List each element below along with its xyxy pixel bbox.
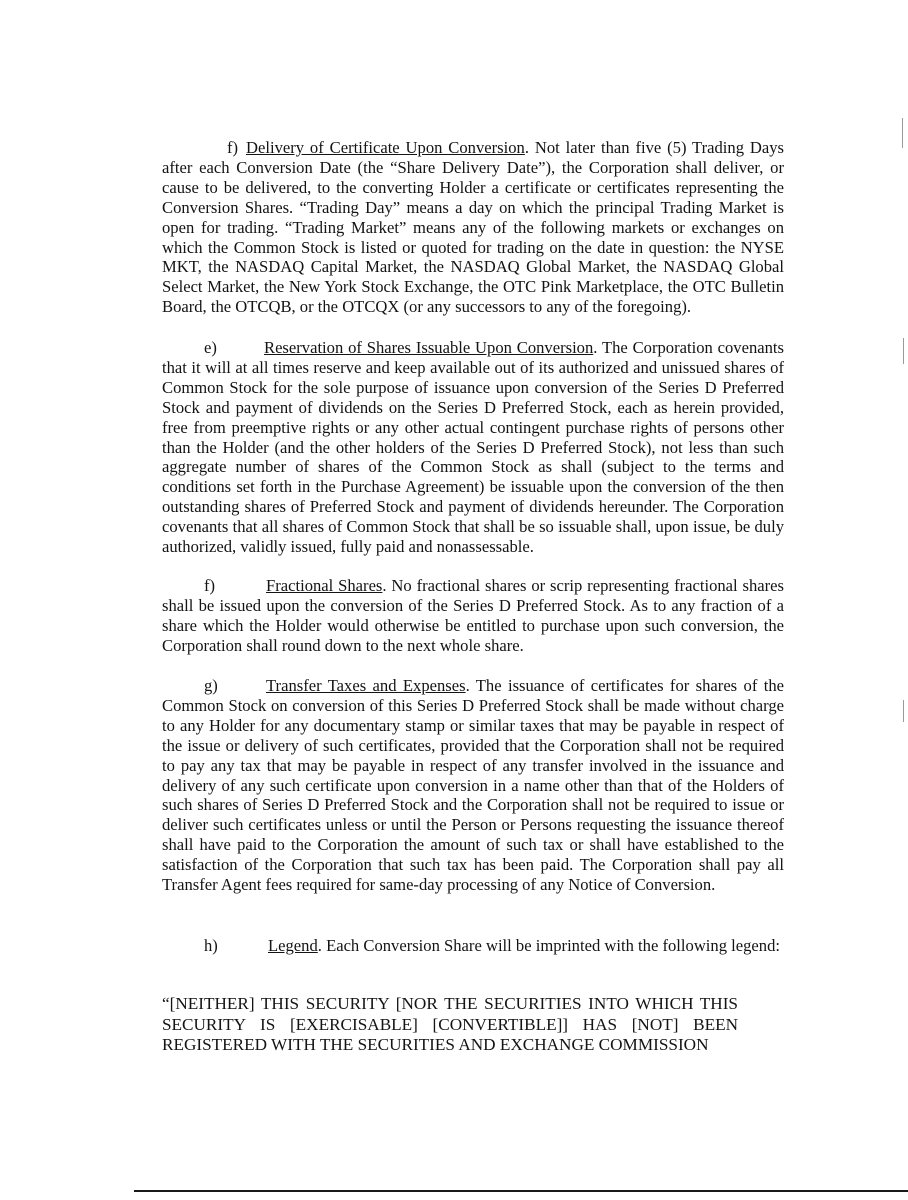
- paragraph-label: f): [226, 138, 238, 157]
- paragraph-legend: [162, 936, 784, 956]
- paragraph-body: . Not later than five (5) Trading Days after each Conversion Date (the “Share Delivery Date”), the Corporation shall deliver, or cause to be delivered, to the converting Holder a certificate or certificates representing the Conversion Shares. “Trading Day” means a day on which the principal Trading Market is open for trading. “Trading Market” means any of the following markets or exchanges on which the Common Stock is listed or quoted for trading on the date in question: the NYSE MKT, the NASDAQ Capital Market, the NASDAQ Global Market, the NASDAQ Global Select Market, the New York Stock Exchange, the OTC Pink Marketplace, the OTC Bulletin Board, the OTCQB, or the OTCQX (or any successors to any of the foregoing).: [162, 138, 784, 317]
- paragraph-transfer-taxes: [162, 676, 784, 895]
- scan-margin-mark: [903, 700, 904, 722]
- paragraph-reservation-of-shares: [162, 338, 784, 557]
- paragraph-heading: Fractional Shares: [266, 576, 383, 595]
- paragraph-label: e): [204, 338, 217, 357]
- legend-text: [162, 994, 738, 1056]
- paragraph-body: . No fractional shares or scrip representing fractional shares shall be issued upon the conversion of the Series D Preferred Stock. As to any fraction of a share which the Holder would otherwise be entitled to purchase upon such conversion, the Corporation shall round down to the next whole share.: [162, 576, 784, 655]
- paragraph-heading: Legend: [268, 936, 318, 955]
- paragraph-heading: Transfer Taxes and Expenses: [266, 676, 466, 695]
- scan-margin-mark: [902, 118, 903, 148]
- paragraph-heading: Delivery of Certificate Upon Conversion: [246, 138, 525, 157]
- paragraph-body: . The Corporation covenants that it will at all times reserve and keep available out of its authorized and unissued shares of Common Stock for the sole purpose of issuance upon conversion of the Series D Preferred Stock and payment of dividends on the Series D Preferred Stock, each as herein provided, free from preemptive rights or any other actual contingent purchase rights of persons other than the Holder (and the other holders of the Series D Preferred Stock), not less than such aggregate number of shares of the Common Stock as shall (subject to the terms and conditions set forth in the Purchase Agreement) be issuable upon the conversion of the then outstanding shares of Preferred Stock and payment of dividends hereunder. The Corporation covenants that all shares of Common Stock that shall be so issuable shall, upon issue, be duly authorized, validly issued, fully paid and nonassessable.: [162, 338, 784, 557]
- paragraph-body: . Each Conversion Share will be imprinted with the following legend:: [317, 936, 780, 955]
- paragraph-label: g): [204, 676, 218, 695]
- paragraph-heading: Reservation of Shares Issuable Upon Conversion: [264, 338, 594, 357]
- paragraph-label: h): [204, 936, 218, 955]
- paragraph-label: f): [204, 576, 216, 595]
- scan-margin-mark: [903, 338, 904, 364]
- paragraph-body: . The issuance of certificates for shares of the Common Stock on conversion of this Series D Preferred Stock shall be made without charge to any Holder for any documentary stamp or similar taxes that may be payable in respect of the issue or delivery of such certificates, provided that the Corporation shall not be required to pay any tax that may be payable in respect of any transfer involved in the issuance and delivery of any such certificate upon conversion in a name other than that of the Holders of such shares of Series D Preferred Stock and the Corporation shall not be required to issue or deliver such certificates unless or until the Person or Persons requesting the issuance thereof shall have paid to the Corporation the amount of such tax or shall have established to the satisfaction of the Corporation that such tax has been paid. The Corporation shall pay all Transfer Agent fees required for same-day processing of any Notice of Conversion.: [162, 676, 784, 895]
- paragraph-fractional-shares: [162, 576, 784, 656]
- scan-bottom-edge: [134, 1190, 908, 1192]
- legend-text-body: “[NEITHER] THIS SECURITY [NOR THE SECURITIES INTO WHICH THIS SECURITY IS [EXERCISABLE] [CONVERTIBLE]] HAS [NOT] BEEN REGISTERED WITH THE SECURITIES AND EXCHANGE COMMISSION: [162, 994, 738, 1055]
- paragraph-delivery-of-certificate: [162, 138, 784, 317]
